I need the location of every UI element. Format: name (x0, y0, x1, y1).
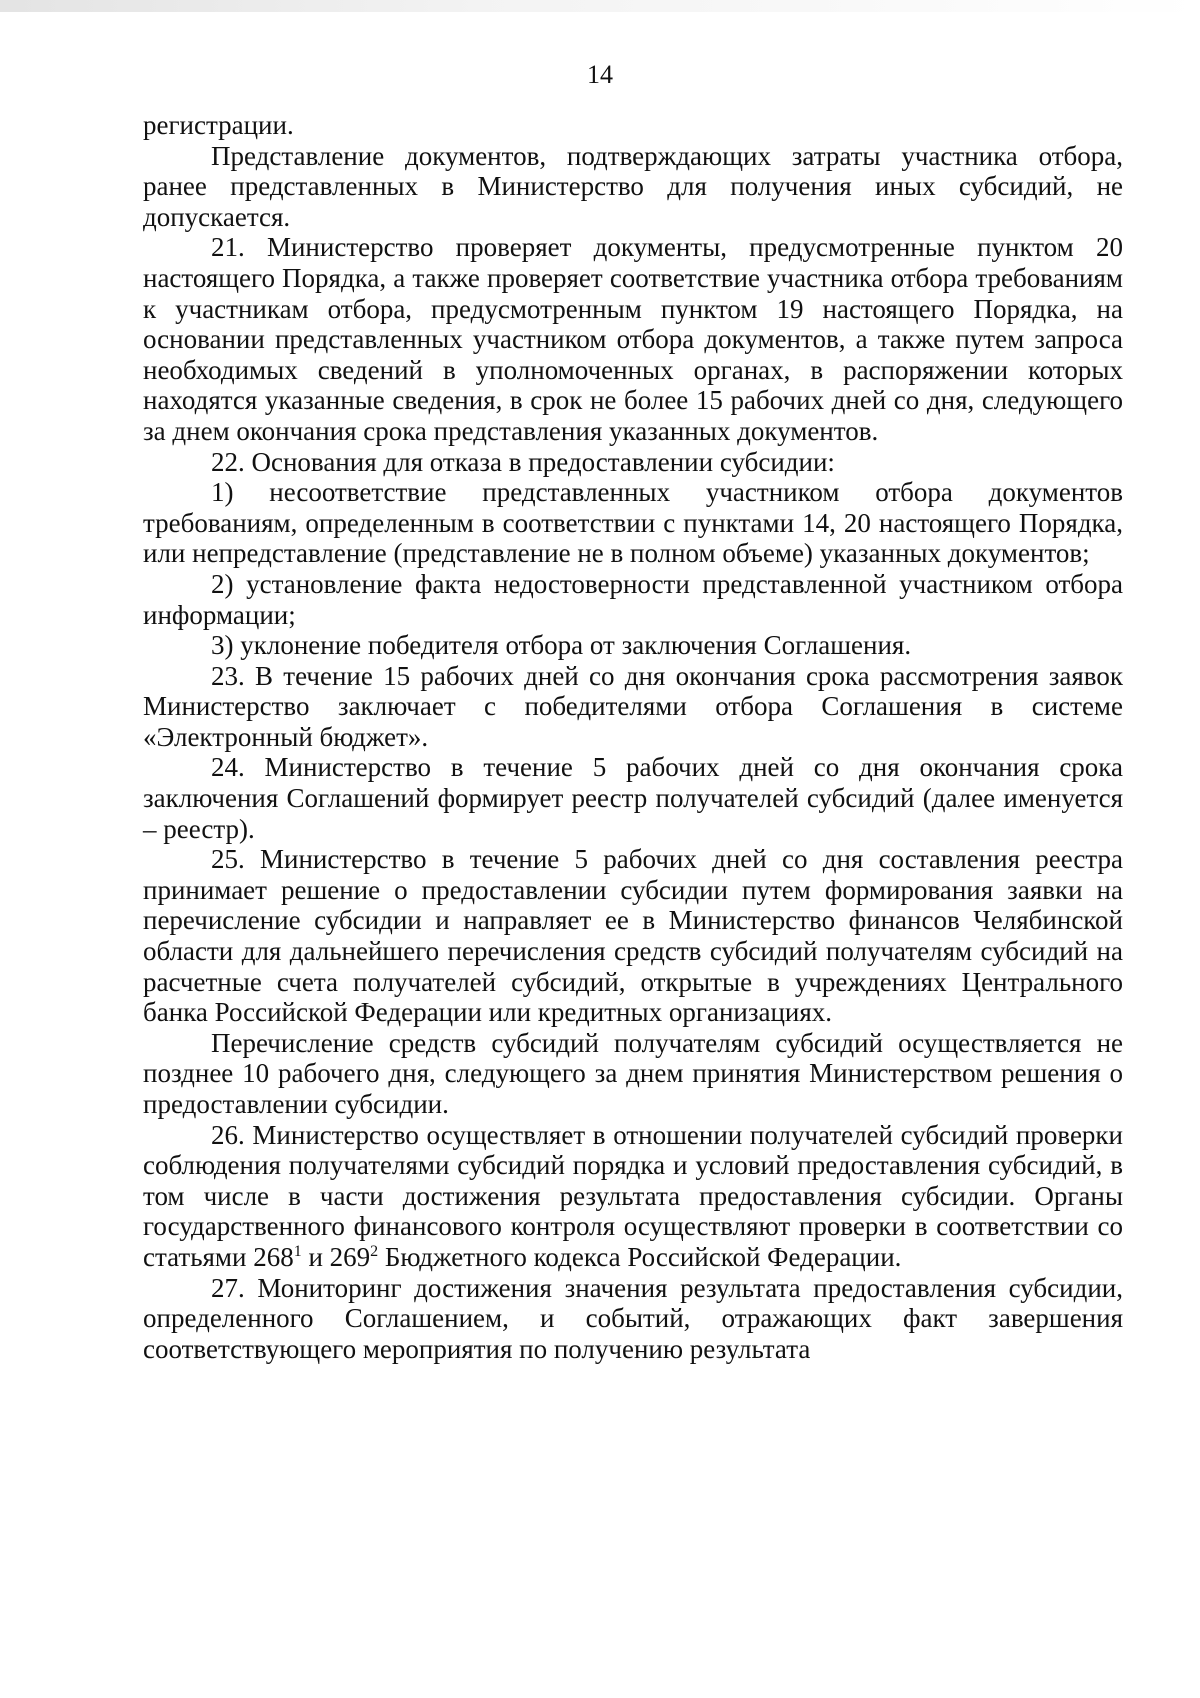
paragraph: Перечисление средств субсидий получателям субсидий осуществляется не позднее 10 рабочего дня, следующего за днем принятия Министерством решения о предоставлении субсидии. (143, 1027, 1123, 1119)
paragraph-26-text: и 269 (301, 1241, 371, 1272)
paragraph-22: 22. Основания для отказа в предоставлении субсидии: (211, 446, 835, 477)
list-item-2: 2) установление факта недостоверности представленной участником отбора информации; (143, 568, 1123, 630)
list-item-1: 1) несоответствие представленных участником отбора документов требованиям, определенным в соответствии с пунктами 14, 20 настоящего Порядка, или непредставление (представление не в полном объеме) указанных документов; (143, 477, 1123, 569)
paragraph-27: 27. Мониторинг достижения значения результата предоставления субсидии, определенного Соглашением, и событий, отражающих факт завершения соответствующего мероприятия по получению результата (143, 1272, 1123, 1364)
page-number: 14 (587, 60, 613, 89)
paragraph-26-text: 26. Министерство осуществляет в отношении получателей субсидий проверки соблюдения получателями субсидий порядка и условий предоставления субсидий, в том числе в части достижения результата предоставления субсидии. Органы государственного финансового контроля осуществляют проверки в соответствии со статьями 268 (143, 1119, 1123, 1272)
paragraph: Представление документов, подтверждающих затраты участника отбора, ранее представленных в Министерство для получения иных субсидий, не допускается. (143, 140, 1123, 232)
paragraph-21: 21. Министерство проверяет документы, предусмотренные пунктом 20 настоящего Порядка, а также проверяет соответствие участника отбора требованиям к участникам отбора, предусмотренным пунктом 19 настоящего Порядка, на основании представленных участником отбора документов, а также путем запроса необходимых сведений в уполномоченных органах, в распоряжении которых находятся указанные сведения, в срок не более 15 рабочих дней со дня, следующего за днем окончания срока представления указанных документов. (143, 232, 1123, 446)
paragraph-24: 24. Министерство в течение 5 рабочих дней со дня окончания срока заключения Соглашений формирует реестр получателей субсидий (далее именуется – реестр). (143, 752, 1123, 844)
superscript: 2 (370, 1242, 379, 1260)
document-body (143, 110, 1123, 1364)
paragraph-26 (143, 1120, 1123, 1273)
paragraph: регистрации. (143, 110, 294, 140)
scan-edge-artifact (0, 0, 1200, 12)
list-item-3: 3) уклонение победителя отбора от заключения Соглашения. (211, 630, 912, 661)
paragraph-25: 25. Министерство в течение 5 рабочих дней со дня составления реестра принимает решение о предоставлении субсидии путем формирования заявки на перечисление субсидии и направляет ее в Министерство финансов Челябинской области для дальнейшего перечисления средств субсидий получателям субсидий на расчетные счета получателей субсидий, открытые в учреждениях Центрального банка Российской Федерации или кредитных организациях. (143, 844, 1123, 1028)
paragraph-26-text: Бюджетного кодекса Российской Федерации. (378, 1241, 902, 1272)
superscript: 1 (293, 1242, 302, 1260)
paragraph-23: 23. В течение 15 рабочих дней со дня окончания срока рассмотрения заявок Министерство заключает с победителями отбора Соглашения в системе «Электронный бюджет». (143, 660, 1123, 752)
